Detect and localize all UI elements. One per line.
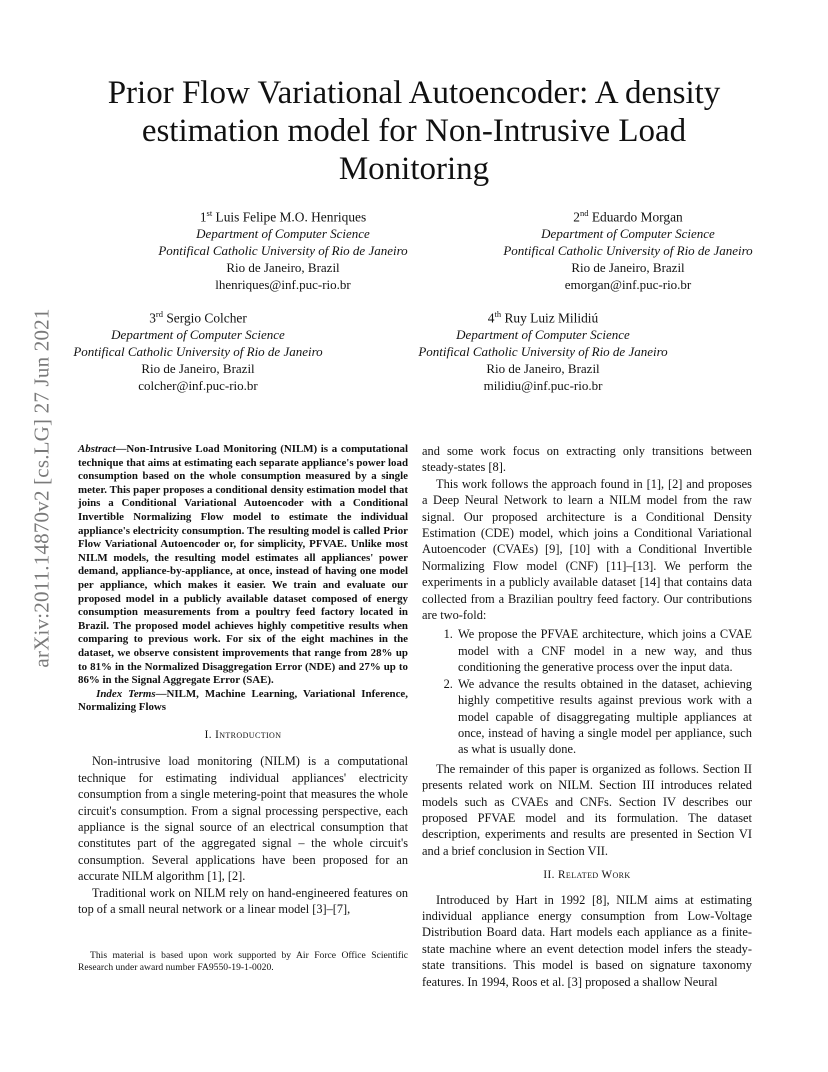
arxiv-identifier: arXiv:2011.14870v2 [cs.LG] 27 Jun 2021 <box>29 308 54 668</box>
list-item: 2. We advance the results obtained in the dataset, achieving highly competitive results against previous work with a model capable of disaggregating multiple appliances at once, instead of having a single model per appliance, such as what is usually done. <box>456 676 752 758</box>
contributions-list <box>422 626 752 757</box>
right-paragraph-1: This work follows the approach found in [1], [2] and proposes a Deep Neural Network to learn a NILM model from the raw signal. Our proposed architecture is a Conditional Density Estimation (CDE) model, which joins a Conditional Variational Autoencoder (CVAEs) [9], [10] with a Conditional Invertible Normalizing Flow model (CNF) [11]–[13]. We perform the experiments in a publicly available dataset [14] that contains data collected from a Brazilian poultry feed factory. Our contributions are two-fold: <box>422 476 752 623</box>
author-block-4 <box>383 306 703 394</box>
abstract <box>78 443 408 688</box>
author-email: emorgan@inf.puc-rio.br <box>564 277 692 293</box>
right-column <box>422 443 752 990</box>
footnote: This material is based upon work supported by Air Force Office Scientific Research under award number FA9550-19-1-0020. <box>78 950 408 973</box>
intro-paragraph-1: Non-intrusive load monitoring (NILM) is a computational technique for estimating individual appliances' electricity consumption from a single metering-point that measures the whole circuit's consumption. From a signal processing perspective, each appliance is the signal source of an electrical consumption that constitutes part of the aggregated signal – the whole circuit's consumption. Several applications have been proposed for an accurate NILM algorithm [1], [2]. <box>78 754 408 884</box>
author-email: lhenriques@inf.puc-rio.br <box>215 277 351 293</box>
author-block-3 <box>38 306 358 394</box>
author-block-2 <box>468 205 788 293</box>
author-city: Rio de Janeiro, Brazil <box>486 361 600 377</box>
author-department: Department of Computer Science <box>111 327 285 343</box>
right-paragraph-0: and some work focus on extracting only transitions between steady-states [8]. <box>422 444 752 475</box>
paper-title: Prior Flow Variational Autoencoder: A density estimation model for Non-Intrusive Load Monitoring <box>107 75 721 187</box>
author-university: Pontifical Catholic University of Rio de Janeiro <box>418 344 668 360</box>
section-heading-introduction: I. Introduction <box>204 728 282 741</box>
author-name: 3rd Sergio Colcher <box>149 309 247 326</box>
related-paragraph-1: Introduced by Hart in 1992 [8], NILM aims at estimating individual appliance energy consumption from Low-Voltage Distribution Board data. Hart models each appliance as a finite-state machine where an event detection model infers the steady-state transitions. This model is based on signature taxonomy features. In 1994, Roos et al. [3] proposed a shallow Neural <box>422 892 752 989</box>
author-email: milidiu@inf.puc-rio.br <box>483 378 603 394</box>
list-item: 1. We propose the PFVAE architecture, which joins a CVAE model with a CNF model in a new way, and thus conditioning the generative process over the input data. <box>456 626 752 675</box>
author-university: Pontifical Catholic University of Rio de Janeiro <box>158 243 408 259</box>
author-name: 2nd Eduardo Morgan <box>573 208 683 225</box>
author-department: Department of Computer Science <box>456 327 630 343</box>
author-city: Rio de Janeiro, Brazil <box>571 260 685 276</box>
right-paragraph-2: The remainder of this paper is organized as follows. Section II presents related work on NILM. Section III introduces related models such as CVAEs and CNFs. Section IV describes our proposed PFVAE model and its formulation. The dataset description, experiments and results are presented in Section VI and a brief conclusion in Section VII. <box>422 761 752 858</box>
author-name: 4th Ruy Luiz Milidiú <box>487 309 599 326</box>
abstract-label: Abstract <box>78 443 116 455</box>
left-column <box>78 443 408 917</box>
abstract-text: —Non-Intrusive Load Monitoring (NILM) is a computational technique that aims at estimating each separate appliance's power load consumption based on the whole consumption measured by a single meter. This paper proposes a conditional density estimation model that joins a Conditional Variational Autoencoder with a Conditional Invertible Normalizing Flow model to estimate the individual appliance's electricity consumption. The resulting model is called Prior Flow Variational Autoencoder or, for simplicity, PFVAE. Unlike most NILM models, the resulting model estimates all appliances' power demand, appliance-by-appliance, at once, instead of having one model per appliance, which makes it easier. We train and evaluate our proposed model in a publicly available dataset composed of energy consumption measurements from a poultry feed factory located in Brazil. The proposed model achieves highly competitive results when comparing to previous work. For six of the eight machines in the dataset, we observe consistent improvements that range from 28% up to 81% in the Normalized Disaggregation Error (NDE) and 27% up to 86% in the Signal Aggregate Error (SAE). <box>78 443 408 687</box>
author-city: Rio de Janeiro, Brazil <box>226 260 340 276</box>
section-heading-related-work: II. Related Work <box>543 869 631 882</box>
index-terms-label: Index Terms <box>96 687 156 700</box>
index-terms <box>78 688 408 715</box>
author-department: Department of Computer Science <box>196 226 370 242</box>
author-name: 1st Luis Felipe M.O. Henriques <box>199 208 367 225</box>
author-university: Pontifical Catholic University of Rio de Janeiro <box>73 344 323 360</box>
author-email: colcher@inf.puc-rio.br <box>138 378 258 394</box>
arxiv-sidebar <box>0 0 60 1072</box>
author-department: Department of Computer Science <box>541 226 715 242</box>
author-city: Rio de Janeiro, Brazil <box>141 361 255 377</box>
index-terms-text: —NILM, Machine Learning, Variational Inference, Normalizing Flows <box>78 687 408 714</box>
intro-paragraph-2: Traditional work on NILM rely on hand-engineered features on top of a small neural network or a linear model [3]–[7], <box>78 885 408 916</box>
author-block-1 <box>123 205 443 293</box>
author-university: Pontifical Catholic University of Rio de Janeiro <box>503 243 753 259</box>
